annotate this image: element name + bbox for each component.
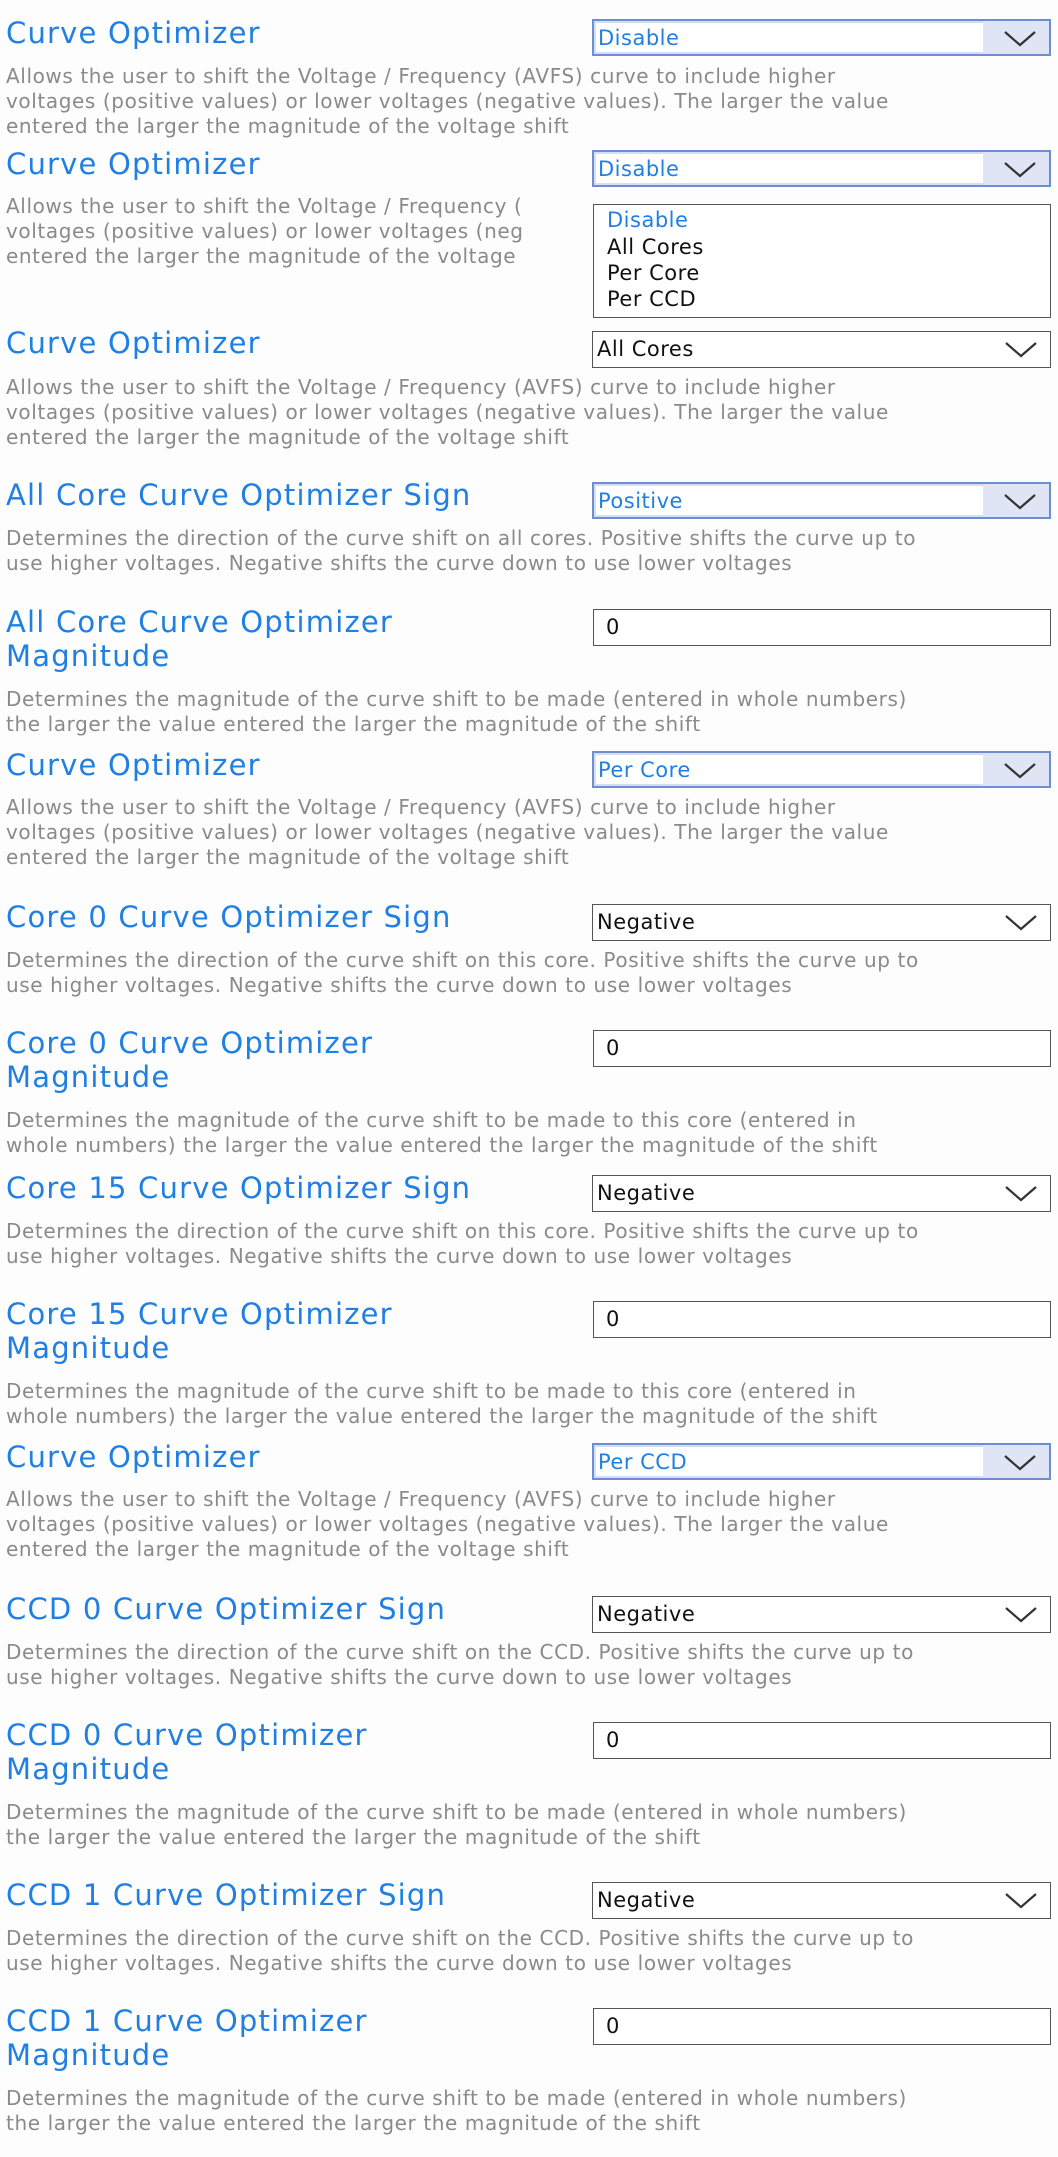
chevron-down-icon (1004, 1185, 1038, 1203)
setting-title: Curve Optimizer (6, 748, 261, 782)
desc-line: entered the larger the magnitude of the voltage (6, 244, 517, 268)
desc-line: Determines the magnitude of the curve shift to be made (entered in whole numbers) (6, 1800, 907, 1824)
setting-title (6, 1718, 368, 1786)
setting-description (6, 795, 1046, 870)
desc-line: whole numbers) the larger the value entered the larger the magnitude of the shift (6, 1404, 878, 1428)
desc-line: entered the larger the magnitude of the voltage shift (6, 1537, 570, 1561)
title-line: CCD 1 Curve Optimizer (6, 2004, 368, 2038)
desc-line: use higher voltages. Negative shifts the curve down to use lower voltages (6, 1951, 793, 1975)
dropdown-toggle[interactable] (983, 484, 1049, 517)
dropdown-toggle[interactable] (983, 152, 1049, 185)
ccd0-sign-select[interactable] (592, 1596, 1051, 1633)
setting-description (6, 1926, 1046, 1976)
desc-line: the larger the value entered the larger the magnitude of the shift (6, 2111, 701, 2135)
desc-line: use higher voltages. Negative shifts the curve down to use lower voltages (6, 1665, 793, 1689)
title-line: All Core Curve Optimizer (6, 605, 394, 639)
title-line: CCD 0 Curve Optimizer (6, 1718, 368, 1752)
title-line: Magnitude (6, 2038, 171, 2072)
dropdown-option-per-core[interactable]: Per Core (607, 261, 700, 285)
chevron-down-icon (1003, 1454, 1037, 1472)
dropdown-toggle[interactable] (984, 1597, 1050, 1632)
desc-line: Determines the direction of the curve shift on this core. Positive shifts the curve up to (6, 948, 919, 972)
dropdown-toggle[interactable] (984, 332, 1050, 367)
core0-magnitude-input[interactable]: 0 (593, 1030, 1051, 1067)
curve-optimizer-select[interactable] (592, 19, 1051, 56)
desc-line: Determines the direction of the curve shift on this core. Positive shifts the curve up to (6, 1219, 919, 1243)
setting-description (6, 375, 1046, 450)
title-line: Magnitude (6, 639, 171, 673)
select-value: Negative (597, 910, 696, 934)
desc-line: voltages (positive values) or lower voltages (negative values). The larger the value (6, 820, 889, 844)
setting-title: CCD 0 Curve Optimizer Sign (6, 1592, 447, 1626)
select-value: Positive (598, 489, 683, 513)
setting-title: Curve Optimizer (6, 1440, 261, 1474)
title-line: Core 0 Curve Optimizer (6, 1026, 374, 1060)
setting-title: Core 0 Curve Optimizer Sign (6, 900, 452, 934)
select-value: Disable (598, 157, 680, 181)
desc-line: Allows the user to shift the Voltage / Frequency (AVFS) curve to include higher (6, 375, 836, 399)
desc-line: use higher voltages. Negative shifts the curve down to use lower voltages (6, 1244, 793, 1268)
select-value: Negative (597, 1181, 696, 1205)
desc-line: entered the larger the magnitude of the voltage shift (6, 845, 570, 869)
desc-line: the larger the value entered the larger the magnitude of the shift (6, 1825, 701, 1849)
desc-line: use higher voltages. Negative shifts the curve down to use lower voltages (6, 551, 793, 575)
curve-optimizer-select[interactable] (592, 1443, 1051, 1480)
desc-line: entered the larger the magnitude of the voltage shift (6, 425, 570, 449)
dropdown-toggle[interactable] (984, 1176, 1050, 1211)
desc-line: Determines the direction of the curve shift on the CCD. Positive shifts the curve up to (6, 1640, 914, 1664)
desc-line: Determines the magnitude of the curve shift to be made (entered in whole numbers) (6, 687, 907, 711)
select-value: Per CCD (598, 1450, 688, 1474)
desc-line: Determines the magnitude of the curve shift to be made to this core (entered in (6, 1108, 857, 1132)
setting-title: Core 15 Curve Optimizer Sign (6, 1171, 472, 1205)
setting-title (6, 1026, 373, 1094)
setting-title (6, 2004, 368, 2072)
setting-title (6, 605, 393, 673)
dropdown-toggle[interactable] (983, 21, 1049, 54)
desc-line: Determines the direction of the curve shift on all cores. Positive shifts the curve up to (6, 526, 917, 550)
desc-line: voltages (positive values) or lower voltages (neg (6, 219, 524, 243)
desc-line: Determines the magnitude of the curve shift to be made to this core (entered in (6, 1379, 857, 1403)
setting-description (6, 2086, 1046, 2136)
setting-description (6, 1487, 1046, 1562)
curve-optimizer-select[interactable] (592, 150, 1051, 187)
title-line: Magnitude (6, 1331, 171, 1365)
dropdown-option-all-cores[interactable]: All Cores (607, 235, 704, 259)
dropdown-toggle[interactable] (983, 1445, 1049, 1478)
curve-optimizer-select[interactable] (592, 331, 1051, 368)
setting-description (6, 687, 1046, 737)
select-value: All Cores (597, 337, 694, 361)
setting-description (6, 526, 1046, 576)
setting-description (6, 1800, 1046, 1850)
setting-title (6, 1297, 393, 1365)
select-value: Negative (597, 1602, 696, 1626)
chevron-down-icon (1003, 762, 1037, 780)
ccd1-magnitude-input[interactable]: 0 (593, 2008, 1051, 2045)
core0-sign-select[interactable] (592, 904, 1051, 941)
core15-sign-select[interactable] (592, 1175, 1051, 1212)
all-core-sign-select[interactable] (592, 482, 1051, 519)
ccd0-magnitude-input[interactable]: 0 (593, 1722, 1051, 1759)
desc-line: voltages (positive values) or lower voltages (negative values). The larger the value (6, 89, 889, 113)
desc-line: Determines the direction of the curve shift on the CCD. Positive shifts the curve up to (6, 1926, 914, 1950)
desc-line: Allows the user to shift the Voltage / Frequency ( (6, 194, 523, 218)
dropdown-option-disable[interactable]: Disable (607, 208, 689, 232)
ccd1-sign-select[interactable] (592, 1882, 1051, 1919)
select-value: Negative (597, 1888, 696, 1912)
setting-title: Curve Optimizer (6, 16, 261, 50)
setting-title: Curve Optimizer (6, 147, 261, 181)
title-line: Magnitude (6, 1060, 171, 1094)
all-core-magnitude-input[interactable]: 0 (593, 609, 1051, 646)
setting-description (6, 1108, 1046, 1158)
setting-description (6, 1640, 1046, 1690)
setting-title: All Core Curve Optimizer Sign (6, 478, 472, 512)
desc-line: Allows the user to shift the Voltage / Frequency (AVFS) curve to include higher (6, 64, 836, 88)
chevron-down-icon (1004, 1892, 1038, 1910)
chevron-down-icon (1004, 914, 1038, 932)
chevron-down-icon (1003, 161, 1037, 179)
desc-line: use higher voltages. Negative shifts the curve down to use lower voltages (6, 973, 793, 997)
setting-title: Curve Optimizer (6, 326, 261, 360)
desc-line: Allows the user to shift the Voltage / Frequency (AVFS) curve to include higher (6, 1487, 836, 1511)
setting-description (6, 1379, 1046, 1429)
title-line: Magnitude (6, 1752, 171, 1786)
dropdown-option-per-ccd[interactable]: Per CCD (607, 287, 697, 311)
dropdown-options-list (593, 204, 1051, 318)
setting-description (6, 64, 1046, 139)
core15-magnitude-input[interactable]: 0 (593, 1301, 1051, 1338)
setting-description (6, 1219, 1046, 1269)
desc-line: Allows the user to shift the Voltage / Frequency (AVFS) curve to include higher (6, 795, 836, 819)
dropdown-toggle[interactable] (984, 905, 1050, 940)
desc-line: entered the larger the magnitude of the voltage shift (6, 114, 570, 138)
chevron-down-icon (1003, 493, 1037, 511)
setting-title: CCD 1 Curve Optimizer Sign (6, 1878, 447, 1912)
desc-line: voltages (positive values) or lower voltages (negative values). The larger the value (6, 400, 889, 424)
title-line: Core 15 Curve Optimizer (6, 1297, 393, 1331)
chevron-down-icon (1004, 341, 1038, 359)
select-value: Per Core (598, 758, 691, 782)
desc-line: whole numbers) the larger the value entered the larger the magnitude of the shift (6, 1133, 878, 1157)
dropdown-toggle[interactable] (983, 753, 1049, 786)
desc-line: the larger the value entered the larger the magnitude of the shift (6, 712, 701, 736)
chevron-down-icon (1003, 30, 1037, 48)
desc-line: Determines the magnitude of the curve shift to be made (entered in whole numbers) (6, 2086, 907, 2110)
desc-line: voltages (positive values) or lower voltages (negative values). The larger the value (6, 1512, 889, 1536)
curve-optimizer-select[interactable] (592, 751, 1051, 788)
dropdown-toggle[interactable] (984, 1883, 1050, 1918)
chevron-down-icon (1004, 1606, 1038, 1624)
setting-description (6, 948, 1046, 998)
select-value: Disable (598, 26, 680, 50)
